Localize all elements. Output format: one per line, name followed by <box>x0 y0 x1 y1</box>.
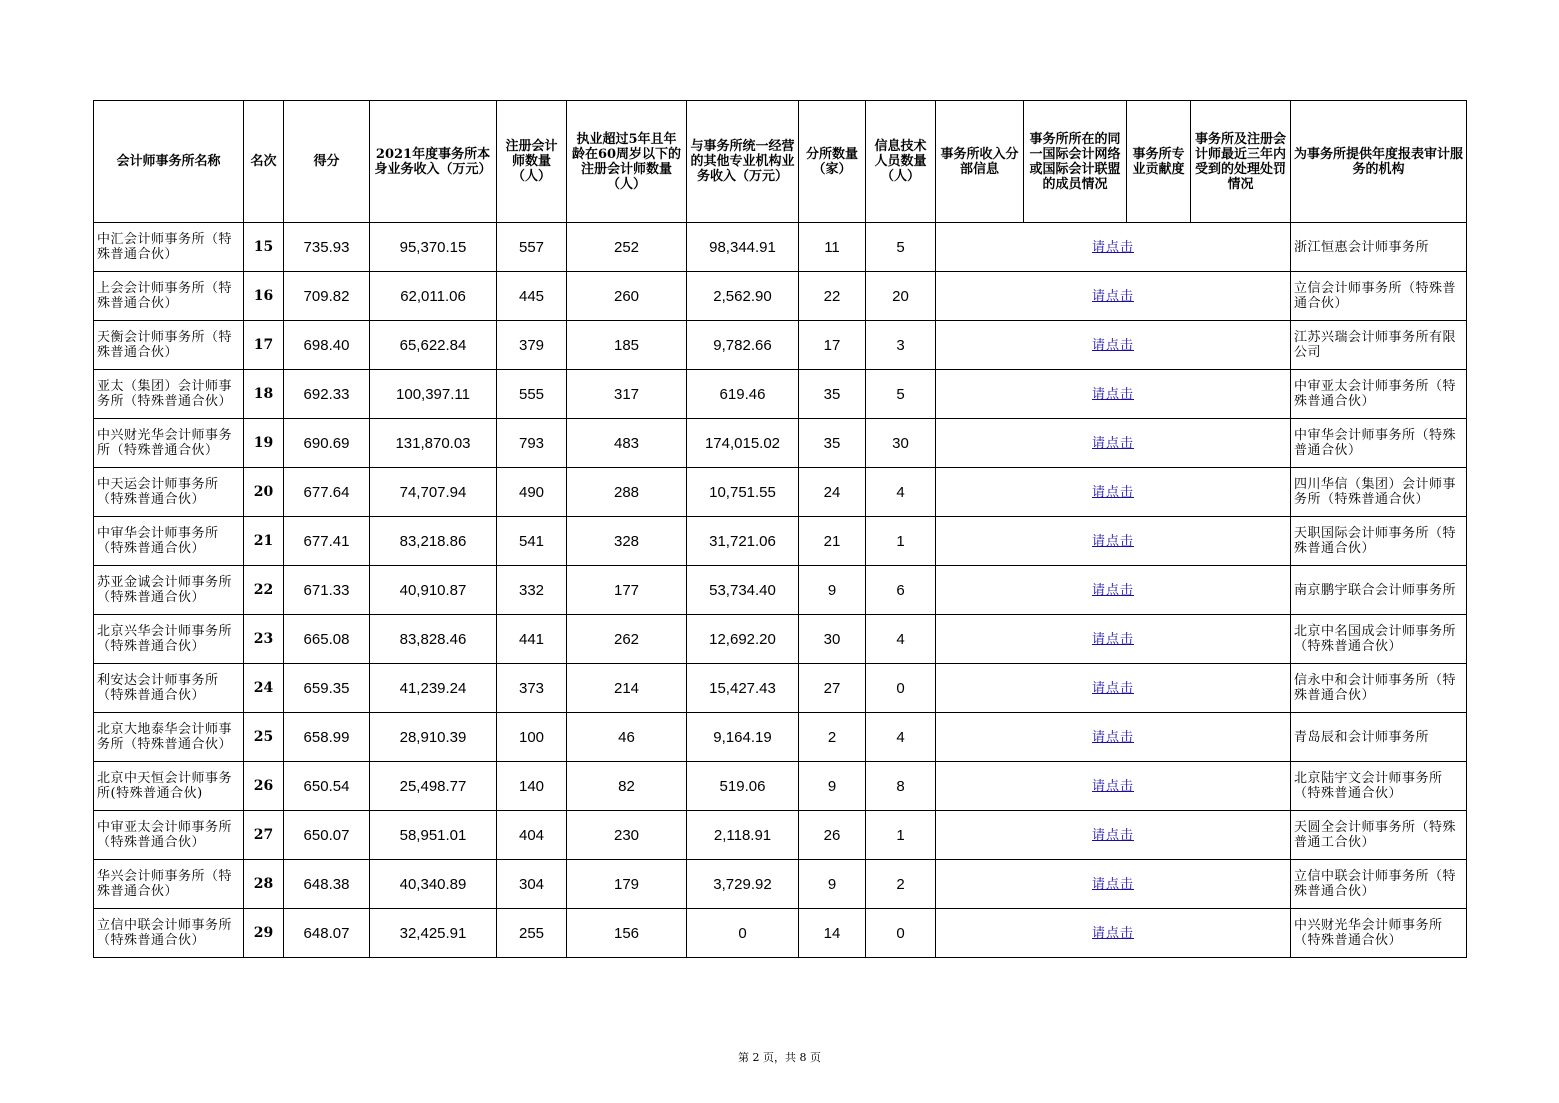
details-link-cell <box>936 272 1291 321</box>
senior-cpa-cell: 230 <box>567 811 687 860</box>
branches-cell: 26 <box>799 811 866 860</box>
cpa-count-cell: 490 <box>497 468 567 517</box>
rank-cell: 19 <box>244 419 284 468</box>
it-staff-cell: 1 <box>866 517 936 566</box>
senior-cpa-cell: 185 <box>567 321 687 370</box>
firm-name-cell: 亚太（集团）会计师事务所（特殊普通合伙） <box>94 370 244 419</box>
other-revenue-cell: 519.06 <box>687 762 799 811</box>
senior-cpa-cell: 177 <box>567 566 687 615</box>
senior-cpa-cell: 252 <box>567 223 687 272</box>
senior-cpa-cell: 46 <box>567 713 687 762</box>
other-revenue-cell: 2,118.91 <box>687 811 799 860</box>
details-link[interactable]: 请点击 <box>1091 533 1134 549</box>
header-network: 事务所所在的同一国际会计网络或国际会计联盟的成员情况 <box>1024 101 1127 223</box>
rank-cell: 25 <box>244 713 284 762</box>
details-link-cell <box>936 664 1291 713</box>
cpa-count-cell: 557 <box>497 223 567 272</box>
details-link[interactable]: 请点击 <box>1091 288 1134 304</box>
details-link[interactable]: 请点击 <box>1091 582 1134 598</box>
table-row <box>94 860 1467 909</box>
table-row <box>94 272 1467 321</box>
score-cell: 692.33 <box>284 370 370 419</box>
other-revenue-cell: 98,344.91 <box>687 223 799 272</box>
revenue-cell: 58,951.01 <box>370 811 497 860</box>
firm-name-cell: 中兴财光华会计师事务所（特殊普通合伙） <box>94 419 244 468</box>
it-staff-cell: 6 <box>866 566 936 615</box>
table-row <box>94 419 1467 468</box>
branches-cell: 14 <box>799 909 866 958</box>
senior-cpa-cell: 483 <box>567 419 687 468</box>
score-cell: 735.93 <box>284 223 370 272</box>
header-auditor: 为事务所提供年度报表审计服务的机构 <box>1291 101 1467 223</box>
revenue-cell: 41,239.24 <box>370 664 497 713</box>
table-row <box>94 664 1467 713</box>
revenue-cell: 62,011.06 <box>370 272 497 321</box>
branches-cell: 17 <box>799 321 866 370</box>
it-staff-cell: 4 <box>866 468 936 517</box>
details-link-cell <box>936 321 1291 370</box>
auditor-cell: 立信中联会计师事务所（特殊普通合伙） <box>1291 860 1467 909</box>
score-cell: 658.99 <box>284 713 370 762</box>
firm-name-cell: 利安达会计师事务所（特殊普通合伙） <box>94 664 244 713</box>
score-cell: 659.35 <box>284 664 370 713</box>
header-score: 得分 <box>284 101 370 223</box>
table-row <box>94 909 1467 958</box>
auditor-cell: 中审亚太会计师事务所（特殊普通合伙） <box>1291 370 1467 419</box>
auditor-cell: 天圆全会计师事务所（特殊普通工合伙） <box>1291 811 1467 860</box>
score-cell: 671.33 <box>284 566 370 615</box>
details-link[interactable]: 请点击 <box>1091 435 1134 451</box>
score-cell: 709.82 <box>284 272 370 321</box>
cpa-count-cell: 373 <box>497 664 567 713</box>
it-staff-cell: 30 <box>866 419 936 468</box>
details-link[interactable]: 请点击 <box>1091 337 1134 353</box>
table-row <box>94 615 1467 664</box>
score-cell: 677.41 <box>284 517 370 566</box>
auditor-cell: 四川华信（集团）会计师事务所（特殊普通合伙） <box>1291 468 1467 517</box>
table-row <box>94 811 1467 860</box>
header-senior-cpa: 执业超过5年且年龄在60周岁以下的注册会计师数量（人） <box>567 101 687 223</box>
senior-cpa-cell: 179 <box>567 860 687 909</box>
rank-cell: 27 <box>244 811 284 860</box>
revenue-cell: 40,340.89 <box>370 860 497 909</box>
table-body <box>94 223 1467 958</box>
it-staff-cell: 4 <box>866 713 936 762</box>
other-revenue-cell: 15,427.43 <box>687 664 799 713</box>
details-link-cell <box>936 223 1291 272</box>
revenue-cell: 32,425.91 <box>370 909 497 958</box>
score-cell: 690.69 <box>284 419 370 468</box>
details-link-cell <box>936 468 1291 517</box>
firm-name-cell: 北京大地泰华会计师事务所（特殊普通合伙） <box>94 713 244 762</box>
firm-name-cell: 苏亚金诚会计师事务所（特殊普通合伙） <box>94 566 244 615</box>
firm-ranking-table <box>93 100 1467 958</box>
senior-cpa-cell: 156 <box>567 909 687 958</box>
header-cpa-count: 注册会计师数量（人） <box>497 101 567 223</box>
table-row <box>94 223 1467 272</box>
branches-cell: 27 <box>799 664 866 713</box>
auditor-cell: 信永中和会计师事务所（特殊普通合伙） <box>1291 664 1467 713</box>
table-row <box>94 468 1467 517</box>
revenue-cell: 83,218.86 <box>370 517 497 566</box>
firm-name-cell: 北京中天恒会计师事务所(特殊普通合伙) <box>94 762 244 811</box>
header-penalties: 事务所及注册会计师最近三年内受到的处理处罚情况 <box>1191 101 1291 223</box>
revenue-cell: 65,622.84 <box>370 321 497 370</box>
table-row <box>94 370 1467 419</box>
cpa-count-cell: 541 <box>497 517 567 566</box>
other-revenue-cell: 0 <box>687 909 799 958</box>
score-cell: 648.38 <box>284 860 370 909</box>
firm-name-cell: 华兴会计师事务所（特殊普通合伙） <box>94 860 244 909</box>
it-staff-cell: 4 <box>866 615 936 664</box>
details-link-cell <box>936 517 1291 566</box>
revenue-cell: 131,870.03 <box>370 419 497 468</box>
it-staff-cell: 2 <box>866 860 936 909</box>
header-branch-revenue: 事务所收入分部信息 <box>936 101 1024 223</box>
senior-cpa-cell: 82 <box>567 762 687 811</box>
senior-cpa-cell: 262 <box>567 615 687 664</box>
other-revenue-cell: 31,721.06 <box>687 517 799 566</box>
branches-cell: 9 <box>799 762 866 811</box>
table-row <box>94 517 1467 566</box>
cpa-count-cell: 100 <box>497 713 567 762</box>
firm-name-cell: 中审华会计师事务所（特殊普通合伙） <box>94 517 244 566</box>
rank-cell: 26 <box>244 762 284 811</box>
auditor-cell: 天职国际会计师事务所（特殊普通合伙） <box>1291 517 1467 566</box>
details-link[interactable]: 请点击 <box>1091 680 1134 696</box>
it-staff-cell: 5 <box>866 223 936 272</box>
details-link-cell <box>936 762 1291 811</box>
header-other-revenue: 与事务所统一经营的其他专业机构业务收入（万元） <box>687 101 799 223</box>
score-cell: 665.08 <box>284 615 370 664</box>
details-link[interactable]: 请点击 <box>1091 876 1134 892</box>
it-staff-cell: 0 <box>866 909 936 958</box>
firm-name-cell: 中汇会计师事务所（特殊普通合伙） <box>94 223 244 272</box>
branches-cell: 9 <box>799 566 866 615</box>
details-link-cell <box>936 419 1291 468</box>
rank-cell: 15 <box>244 223 284 272</box>
branches-cell: 22 <box>799 272 866 321</box>
firm-name-cell: 中审亚太会计师事务所（特殊普通合伙） <box>94 811 244 860</box>
other-revenue-cell: 10,751.55 <box>687 468 799 517</box>
rank-cell: 16 <box>244 272 284 321</box>
senior-cpa-cell: 214 <box>567 664 687 713</box>
details-link-cell <box>936 811 1291 860</box>
details-link[interactable]: 请点击 <box>1091 239 1134 255</box>
rank-cell: 24 <box>244 664 284 713</box>
header-row <box>94 101 1467 223</box>
firm-name-cell: 立信中联会计师事务所（特殊普通合伙） <box>94 909 244 958</box>
page-footer: 第 2 页，共 8 页 <box>738 1051 821 1064</box>
revenue-cell: 83,828.46 <box>370 615 497 664</box>
other-revenue-cell: 2,562.90 <box>687 272 799 321</box>
rank-cell: 23 <box>244 615 284 664</box>
branches-cell: 35 <box>799 370 866 419</box>
auditor-cell: 江苏兴瑞会计师事务所有限公司 <box>1291 321 1467 370</box>
details-link[interactable]: 请点击 <box>1091 925 1134 941</box>
branches-cell: 30 <box>799 615 866 664</box>
branches-cell: 11 <box>799 223 866 272</box>
details-link-cell <box>936 615 1291 664</box>
senior-cpa-cell: 328 <box>567 517 687 566</box>
it-staff-cell: 0 <box>866 664 936 713</box>
senior-cpa-cell: 288 <box>567 468 687 517</box>
firm-name-cell: 北京兴华会计师事务所（特殊普通合伙） <box>94 615 244 664</box>
details-link-cell <box>936 713 1291 762</box>
details-link-cell <box>936 909 1291 958</box>
cpa-count-cell: 793 <box>497 419 567 468</box>
other-revenue-cell: 9,164.19 <box>687 713 799 762</box>
it-staff-cell: 20 <box>866 272 936 321</box>
rank-cell: 17 <box>244 321 284 370</box>
revenue-cell: 100,397.11 <box>370 370 497 419</box>
auditor-cell: 青岛辰和会计师事务所 <box>1291 713 1467 762</box>
details-link[interactable]: 请点击 <box>1091 729 1134 745</box>
cpa-count-cell: 304 <box>497 860 567 909</box>
auditor-cell: 中审华会计师事务所（特殊普通合伙） <box>1291 419 1467 468</box>
revenue-cell: 40,910.87 <box>370 566 497 615</box>
cpa-count-cell: 555 <box>497 370 567 419</box>
it-staff-cell: 8 <box>866 762 936 811</box>
cpa-count-cell: 332 <box>497 566 567 615</box>
cpa-count-cell: 140 <box>497 762 567 811</box>
branches-cell: 9 <box>799 860 866 909</box>
branches-cell: 35 <box>799 419 866 468</box>
auditor-cell: 浙江恒惠会计师事务所 <box>1291 223 1467 272</box>
auditor-cell: 北京陆宇文会计师事务所（特殊普通合伙） <box>1291 762 1467 811</box>
revenue-cell: 28,910.39 <box>370 713 497 762</box>
rank-cell: 20 <box>244 468 284 517</box>
table-row <box>94 321 1467 370</box>
other-revenue-cell: 174,015.02 <box>687 419 799 468</box>
firm-name-cell: 中天运会计师事务所（特殊普通合伙） <box>94 468 244 517</box>
header-rank: 名次 <box>244 101 284 223</box>
header-it-staff: 信息技术人员数量（人） <box>866 101 936 223</box>
cpa-count-cell: 441 <box>497 615 567 664</box>
details-link-cell <box>936 860 1291 909</box>
it-staff-cell: 3 <box>866 321 936 370</box>
header-firm-name: 会计师事务所名称 <box>94 101 244 223</box>
it-staff-cell: 1 <box>866 811 936 860</box>
it-staff-cell: 5 <box>866 370 936 419</box>
header-branches: 分所数量（家） <box>799 101 866 223</box>
score-cell: 677.64 <box>284 468 370 517</box>
cpa-count-cell: 255 <box>497 909 567 958</box>
other-revenue-cell: 3,729.92 <box>687 860 799 909</box>
rank-cell: 21 <box>244 517 284 566</box>
cpa-count-cell: 379 <box>497 321 567 370</box>
details-link-cell <box>936 370 1291 419</box>
cpa-count-cell: 445 <box>497 272 567 321</box>
senior-cpa-cell: 260 <box>567 272 687 321</box>
table-row <box>94 566 1467 615</box>
details-link[interactable]: 请点击 <box>1091 386 1134 402</box>
details-link[interactable]: 请点击 <box>1091 484 1134 500</box>
table-row <box>94 713 1467 762</box>
details-link-cell <box>936 566 1291 615</box>
auditor-cell: 南京鹏宇联合会计师事务所 <box>1291 566 1467 615</box>
rank-cell: 18 <box>244 370 284 419</box>
rank-cell: 29 <box>244 909 284 958</box>
branches-cell: 24 <box>799 468 866 517</box>
header-contribution: 事务所专业贡献度 <box>1127 101 1191 223</box>
auditor-cell: 中兴财光华会计师事务所（特殊普通合伙） <box>1291 909 1467 958</box>
revenue-cell: 95,370.15 <box>370 223 497 272</box>
header-revenue: 2021年度事务所本身业务收入（万元） <box>370 101 497 223</box>
revenue-cell: 74,707.94 <box>370 468 497 517</box>
score-cell: 650.54 <box>284 762 370 811</box>
other-revenue-cell: 9,782.66 <box>687 321 799 370</box>
other-revenue-cell: 53,734.40 <box>687 566 799 615</box>
details-link[interactable]: 请点击 <box>1091 631 1134 647</box>
score-cell: 698.40 <box>284 321 370 370</box>
details-link[interactable]: 请点击 <box>1091 827 1134 843</box>
firm-name-cell: 天衡会计师事务所（特殊普通合伙） <box>94 321 244 370</box>
branches-cell: 2 <box>799 713 866 762</box>
table-row <box>94 762 1467 811</box>
other-revenue-cell: 619.46 <box>687 370 799 419</box>
senior-cpa-cell: 317 <box>567 370 687 419</box>
firm-name-cell: 上会会计师事务所（特殊普通合伙） <box>94 272 244 321</box>
rank-cell: 28 <box>244 860 284 909</box>
revenue-cell: 25,498.77 <box>370 762 497 811</box>
branches-cell: 21 <box>799 517 866 566</box>
cpa-count-cell: 404 <box>497 811 567 860</box>
auditor-cell: 立信会计师事务所（特殊普通合伙） <box>1291 272 1467 321</box>
score-cell: 650.07 <box>284 811 370 860</box>
other-revenue-cell: 12,692.20 <box>687 615 799 664</box>
rank-cell: 22 <box>244 566 284 615</box>
auditor-cell: 北京中名国成会计师事务所（特殊普通合伙） <box>1291 615 1467 664</box>
score-cell: 648.07 <box>284 909 370 958</box>
details-link[interactable]: 请点击 <box>1091 778 1134 794</box>
